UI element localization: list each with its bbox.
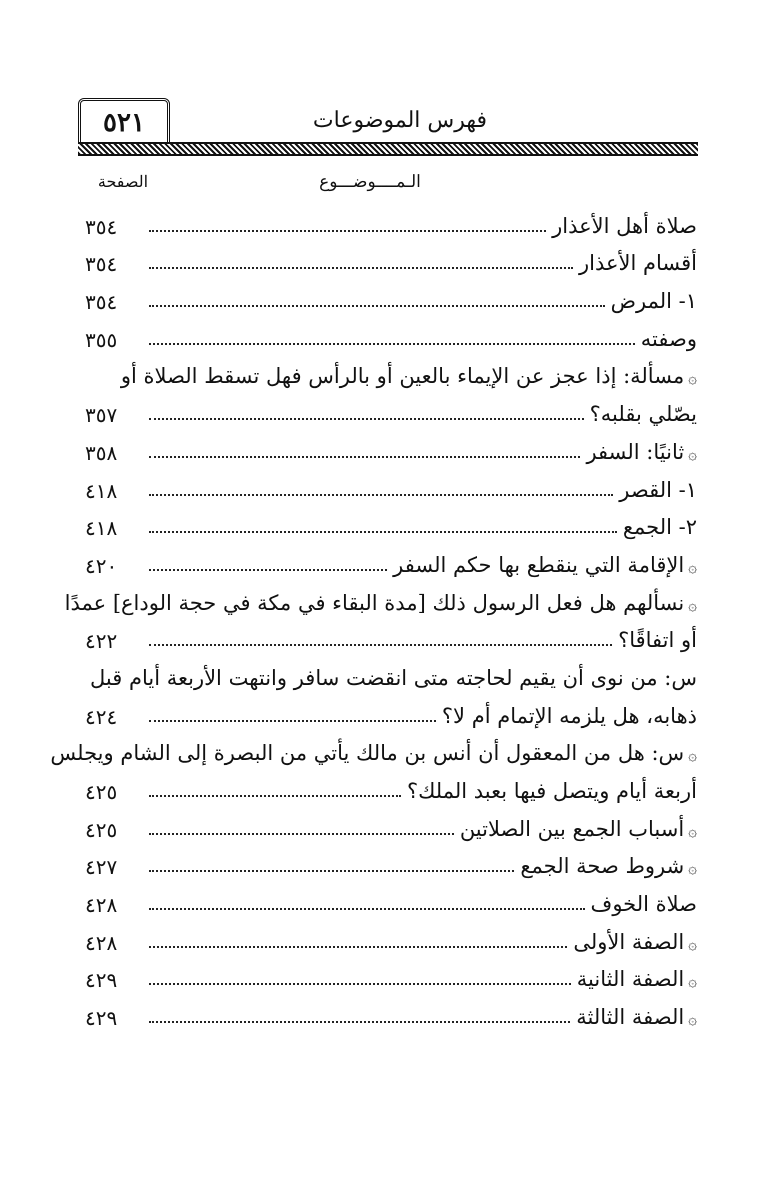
dot-leader <box>149 266 573 269</box>
toc-entry-text <box>640 326 697 351</box>
toc-entry-page: ٤٢٩ <box>85 1006 118 1031</box>
toc-entry-page: ٤٢٤ <box>85 704 118 729</box>
toc-entry <box>85 431 697 469</box>
toc-entry <box>85 243 697 281</box>
toc-entries <box>50 205 697 1034</box>
toc-entry-title: ذهابه، هل يلزمه الإتمام أم لا؟ <box>441 703 697 728</box>
toc-entry-text <box>441 703 697 728</box>
dot-leader <box>149 568 387 571</box>
toc-entry-text <box>591 894 697 915</box>
toc-entry-title: ١- المرض <box>610 289 697 314</box>
toc-entry <box>85 280 697 318</box>
page-number: ٥٢١ <box>103 108 145 138</box>
toc-entry <box>85 318 697 356</box>
toc-entry-title: نسألهم هل فعل الرسول ذلك [مدة البقاء في مكة في حجة الوداع] عمدًا <box>64 590 685 615</box>
toc-entry-title: الإقامة التي ينقطع بها حكم السفر <box>393 552 685 577</box>
toc-entry-text <box>573 929 697 954</box>
column-header-topic: الـمــــوضـــوع <box>319 172 421 192</box>
toc-entry <box>85 808 697 846</box>
toc-entry-text <box>50 743 697 764</box>
dot-leader <box>149 794 401 797</box>
dot-leader <box>149 530 617 533</box>
toc-entry <box>64 582 697 620</box>
ornament-icon: ۞ <box>688 595 697 614</box>
toc-entry <box>85 657 697 695</box>
page-number-box <box>78 98 170 148</box>
dot-leader <box>149 945 567 948</box>
toc-entry <box>85 393 697 431</box>
toc-entry-text <box>90 665 697 690</box>
dot-leader <box>149 1020 570 1023</box>
toc-entry <box>85 205 697 243</box>
toc-entry-page: ٣٥٤ <box>85 214 118 239</box>
dot-leader <box>149 304 605 307</box>
ornament-icon: ۞ <box>688 972 697 991</box>
ornament-icon: ۞ <box>688 934 697 953</box>
toc-entry-text <box>407 781 697 802</box>
toc-entry-text <box>520 856 697 877</box>
toc-entry-page: ٣٥٥ <box>85 327 118 352</box>
toc-entry-title: الصفة الثانية <box>576 967 685 992</box>
toc-entry <box>85 695 697 733</box>
toc-entry-text <box>577 969 697 990</box>
dot-leader <box>149 719 436 722</box>
dot-leader <box>149 869 514 872</box>
toc-entry-page: ٤٢٨ <box>85 893 118 918</box>
toc-entry-title: صلاة الخوف <box>590 892 697 917</box>
toc-entry-title: س: من نوى أن يقيم لحاجته متى انقضت سافر وانتهت الأربعة أيام قبل <box>90 665 697 690</box>
ornament-icon: ۞ <box>688 746 697 765</box>
toc-entry <box>85 921 697 959</box>
toc-entry-page: ٣٥٨ <box>85 440 118 465</box>
toc-entry-text <box>579 253 697 274</box>
toc-entry-title: الصفة الثالثة <box>576 1005 685 1030</box>
toc-entry-page: ٤٢٠ <box>85 553 118 578</box>
toc-entry-text <box>64 590 697 615</box>
toc-entry-title: الصفة الأولى <box>573 929 685 954</box>
toc-entry-text <box>393 552 697 577</box>
toc-entry-title: ثانيًا: السفر <box>586 439 685 464</box>
toc-entry-title: س: هل من المعقول أن أنس بن مالك يأتي من البصرة إلى الشام ويجلس <box>50 741 685 766</box>
dot-leader <box>149 982 571 985</box>
header-rule <box>78 142 698 156</box>
ornament-icon: ۞ <box>688 821 697 840</box>
toc-entry-text <box>459 816 697 841</box>
toc-entry-text <box>623 517 697 538</box>
toc-entry-page: ٣٥٤ <box>85 290 118 315</box>
toc-entry-page: ٣٥٧ <box>85 403 118 428</box>
toc-entry-title: أربعة أيام ويتصل فيها بعبد الملك؟ <box>406 779 697 803</box>
dot-leader <box>149 417 584 420</box>
toc-entry <box>85 846 697 884</box>
toc-entry-text <box>552 213 697 238</box>
ornament-icon: ۞ <box>688 444 697 463</box>
toc-entry <box>85 507 697 545</box>
dot-leader <box>149 342 635 345</box>
ornament-icon: ۞ <box>688 859 697 878</box>
ornament-icon: ۞ <box>688 1010 697 1029</box>
dot-leader <box>149 907 585 910</box>
toc-entry-page: ٤٢٢ <box>85 629 118 654</box>
toc-entry <box>85 996 697 1034</box>
toc-entry-title: أو اتفاقًا؟ <box>618 628 697 653</box>
toc-entry-text <box>619 477 697 502</box>
dot-leader <box>149 643 612 646</box>
toc-entry <box>85 883 697 921</box>
toc-entry-title: ١- القصر <box>619 477 697 502</box>
toc-entry-text <box>611 291 697 312</box>
toc-entry-title: يصّلي بقلبه؟ <box>589 402 697 427</box>
toc-entry <box>85 959 697 997</box>
toc-entry-page: ٤١٨ <box>85 516 118 541</box>
toc-entry-text <box>590 404 697 425</box>
toc-entry-page: ٤٢٥ <box>85 780 118 804</box>
column-header-page: الصفحة <box>97 172 149 191</box>
dot-leader <box>149 493 613 496</box>
toc-entry-page: ٤٢٥ <box>85 817 118 842</box>
toc-entry-page: ٤٢٧ <box>85 855 118 880</box>
toc-entry-page: ٤٢٩ <box>85 968 118 993</box>
toc-entry <box>85 770 697 808</box>
toc-entry-title: أسباب الجمع بين الصلاتين <box>459 816 685 841</box>
toc-entry-text <box>121 366 697 387</box>
dot-leader <box>149 455 580 458</box>
toc-entry <box>50 733 697 771</box>
dot-leader <box>149 229 546 232</box>
toc-entry-title: شروط صحة الجمع <box>520 854 685 879</box>
toc-entry <box>85 620 697 658</box>
toc-entry-page: ٤١٨ <box>85 478 118 503</box>
toc-entry-title: أقسام الأعذار <box>578 251 697 276</box>
toc-entry-title: وصفته <box>640 326 697 351</box>
ornament-icon: ۞ <box>688 557 697 576</box>
toc-entry-text <box>618 630 697 651</box>
toc-entry-text <box>576 1007 697 1028</box>
toc-entry-text <box>586 439 697 464</box>
toc-entry-title: ٢- الجمع <box>622 515 697 540</box>
dot-leader <box>149 832 454 835</box>
ornament-icon: ۞ <box>688 369 697 388</box>
toc-entry-title: صلاة أهل الأعذار <box>552 213 697 238</box>
toc-entry-page: ٤٢٨ <box>85 930 118 955</box>
toc-entry <box>85 544 697 582</box>
running-title: فهرس الموضوعات <box>312 108 488 133</box>
toc-entry <box>85 469 697 507</box>
toc-entry <box>85 356 697 394</box>
toc-entry-title: مسألة: إذا عجز عن الإيماء بالعين أو بالرأس فهل تسقط الصلاة أو <box>120 364 685 389</box>
toc-entry-page: ٣٥٤ <box>85 252 118 277</box>
